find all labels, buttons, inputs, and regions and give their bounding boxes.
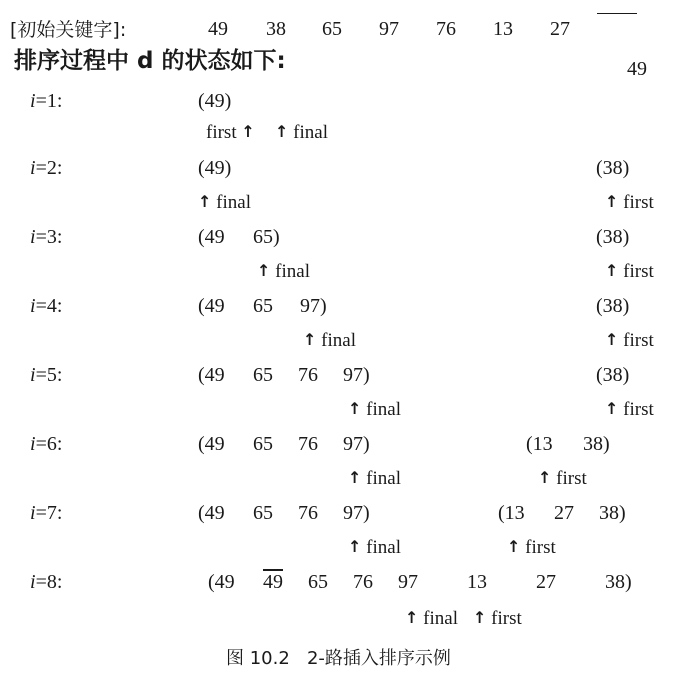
initial-keys-label: [初始关键字]: xyxy=(10,19,127,41)
pointer-final xyxy=(275,123,328,142)
key-token: 76 xyxy=(298,364,318,386)
key-token: 65) xyxy=(253,226,280,248)
pointer-first xyxy=(605,262,654,281)
step-label xyxy=(30,296,62,316)
pointer-label: first xyxy=(623,330,654,351)
up-arrow-icon: ↑ xyxy=(348,468,362,487)
key-token: (49 xyxy=(198,433,225,455)
pointer-first xyxy=(605,331,654,350)
key-token: (38) xyxy=(596,295,630,317)
up-arrow-icon: ↑ xyxy=(241,122,255,141)
up-arrow-icon: ↑ xyxy=(605,261,619,280)
up-arrow-icon: ↑ xyxy=(198,192,212,211)
up-arrow-icon: ↑ xyxy=(348,399,362,418)
key-token: 97) xyxy=(343,364,370,386)
initial-key-duplicate xyxy=(607,19,647,99)
key-token: 38) xyxy=(605,571,632,593)
pointer-first xyxy=(473,609,522,628)
key-token: 76 xyxy=(298,433,318,455)
pointer-first xyxy=(605,193,654,212)
pointer-label: first xyxy=(623,192,654,213)
step-index: =5: xyxy=(35,364,63,386)
step-label xyxy=(30,158,62,178)
key-token: (49 xyxy=(198,295,225,317)
step-index: =4: xyxy=(35,295,63,317)
up-arrow-icon: ↑ xyxy=(605,399,619,418)
initial-key: 13 xyxy=(493,18,513,40)
key-token: 65 xyxy=(253,364,273,386)
pointer-label: final xyxy=(293,122,328,143)
pointer-label: first xyxy=(623,399,654,420)
step-variable: i xyxy=(30,226,36,248)
pointer-first xyxy=(507,538,556,557)
key-token: 27 xyxy=(536,571,556,593)
key-token: 76 xyxy=(298,502,318,524)
up-arrow-icon: ↑ xyxy=(605,192,619,211)
key-token: (38) xyxy=(596,157,630,179)
step-variable: i xyxy=(30,90,36,112)
key-token: 65 xyxy=(253,502,273,524)
key-token: 65 xyxy=(308,571,328,593)
pointer-final xyxy=(303,331,356,350)
up-arrow-icon: ↑ xyxy=(473,608,487,627)
step-index: =1: xyxy=(35,90,63,112)
key-token: 97) xyxy=(300,295,327,317)
key-token: 97) xyxy=(343,502,370,524)
up-arrow-icon: ↑ xyxy=(257,261,271,280)
key-token: 38) xyxy=(599,502,626,524)
key-token: 97) xyxy=(343,433,370,455)
initial-key: 27 xyxy=(550,18,570,40)
pointer-label: final xyxy=(366,399,401,420)
pointer-final xyxy=(198,193,251,212)
pointer-label: first xyxy=(556,468,587,489)
step-label xyxy=(30,572,62,592)
step-variable: i xyxy=(30,433,36,455)
step-variable: i xyxy=(30,502,36,524)
step-label xyxy=(30,227,62,247)
pointer-final xyxy=(348,469,401,488)
key-token: 65 xyxy=(253,295,273,317)
step-variable: i xyxy=(30,364,36,386)
duplicate-key-overline xyxy=(597,13,637,14)
pointer-first xyxy=(538,469,587,488)
pointer-final xyxy=(257,262,310,281)
pointer-first xyxy=(206,123,255,142)
pointer-label: final xyxy=(366,537,401,558)
initial-key-value: 49 xyxy=(627,58,647,80)
pointer-label: first xyxy=(491,608,522,629)
key-token: (38) xyxy=(596,226,630,248)
key-token: (38) xyxy=(596,364,630,386)
up-arrow-icon: ↑ xyxy=(405,608,419,627)
step-variable: i xyxy=(30,157,36,179)
up-arrow-icon: ↑ xyxy=(275,122,289,141)
pointer-label: final xyxy=(321,330,356,351)
step-index: =2: xyxy=(35,157,63,179)
key-token: (49 xyxy=(198,364,225,386)
step-variable: i xyxy=(30,571,36,593)
key-token: 65 xyxy=(253,433,273,455)
pointer-label: first xyxy=(206,122,237,143)
key-token: 97 xyxy=(398,571,418,593)
step-index: =3: xyxy=(35,226,63,248)
up-arrow-icon: ↑ xyxy=(507,537,521,556)
pointer-label: first xyxy=(525,537,556,558)
initial-key: 65 xyxy=(322,18,342,40)
pointer-label: final xyxy=(366,468,401,489)
key-token: 13 xyxy=(467,571,487,593)
step-label xyxy=(30,91,62,111)
key-token: (49) xyxy=(198,90,232,112)
pointer-label: final xyxy=(275,261,310,282)
step-index: =7: xyxy=(35,502,63,524)
key-token: (13 xyxy=(526,433,553,455)
step-index: =6: xyxy=(35,433,63,455)
up-arrow-icon: ↑ xyxy=(303,330,317,349)
up-arrow-icon: ↑ xyxy=(538,468,552,487)
figure-caption: 图 10.2 2-路插入排序示例 xyxy=(226,648,451,669)
step-index: =8: xyxy=(35,571,63,593)
key-token: (49) xyxy=(198,157,232,179)
key-token-duplicate: 49 xyxy=(263,571,283,593)
step-label xyxy=(30,365,62,385)
key-token: 27 xyxy=(554,502,574,524)
initial-key: 49 xyxy=(208,18,228,40)
pointer-final xyxy=(348,400,401,419)
key-token: (49 xyxy=(198,502,225,524)
key-token: 76 xyxy=(353,571,373,593)
initial-key: 38 xyxy=(266,18,286,40)
key-token: (13 xyxy=(498,502,525,524)
up-arrow-icon: ↑ xyxy=(605,330,619,349)
pointer-label: final xyxy=(423,608,458,629)
step-label xyxy=(30,434,62,454)
pointer-label: first xyxy=(623,261,654,282)
pointer-first xyxy=(605,400,654,419)
up-arrow-icon: ↑ xyxy=(348,537,362,556)
key-token: (49 xyxy=(198,226,225,248)
pointer-final xyxy=(348,538,401,557)
step-label xyxy=(30,503,62,523)
pointer-final xyxy=(405,609,458,628)
initial-key: 76 xyxy=(436,18,456,40)
key-token: (49 xyxy=(208,571,235,593)
initial-key: 97 xyxy=(379,18,399,40)
step-variable: i xyxy=(30,295,36,317)
pointer-label: final xyxy=(216,192,251,213)
key-token: 38) xyxy=(583,433,610,455)
section-heading: 排序过程中 d 的状态如下: xyxy=(14,48,286,74)
